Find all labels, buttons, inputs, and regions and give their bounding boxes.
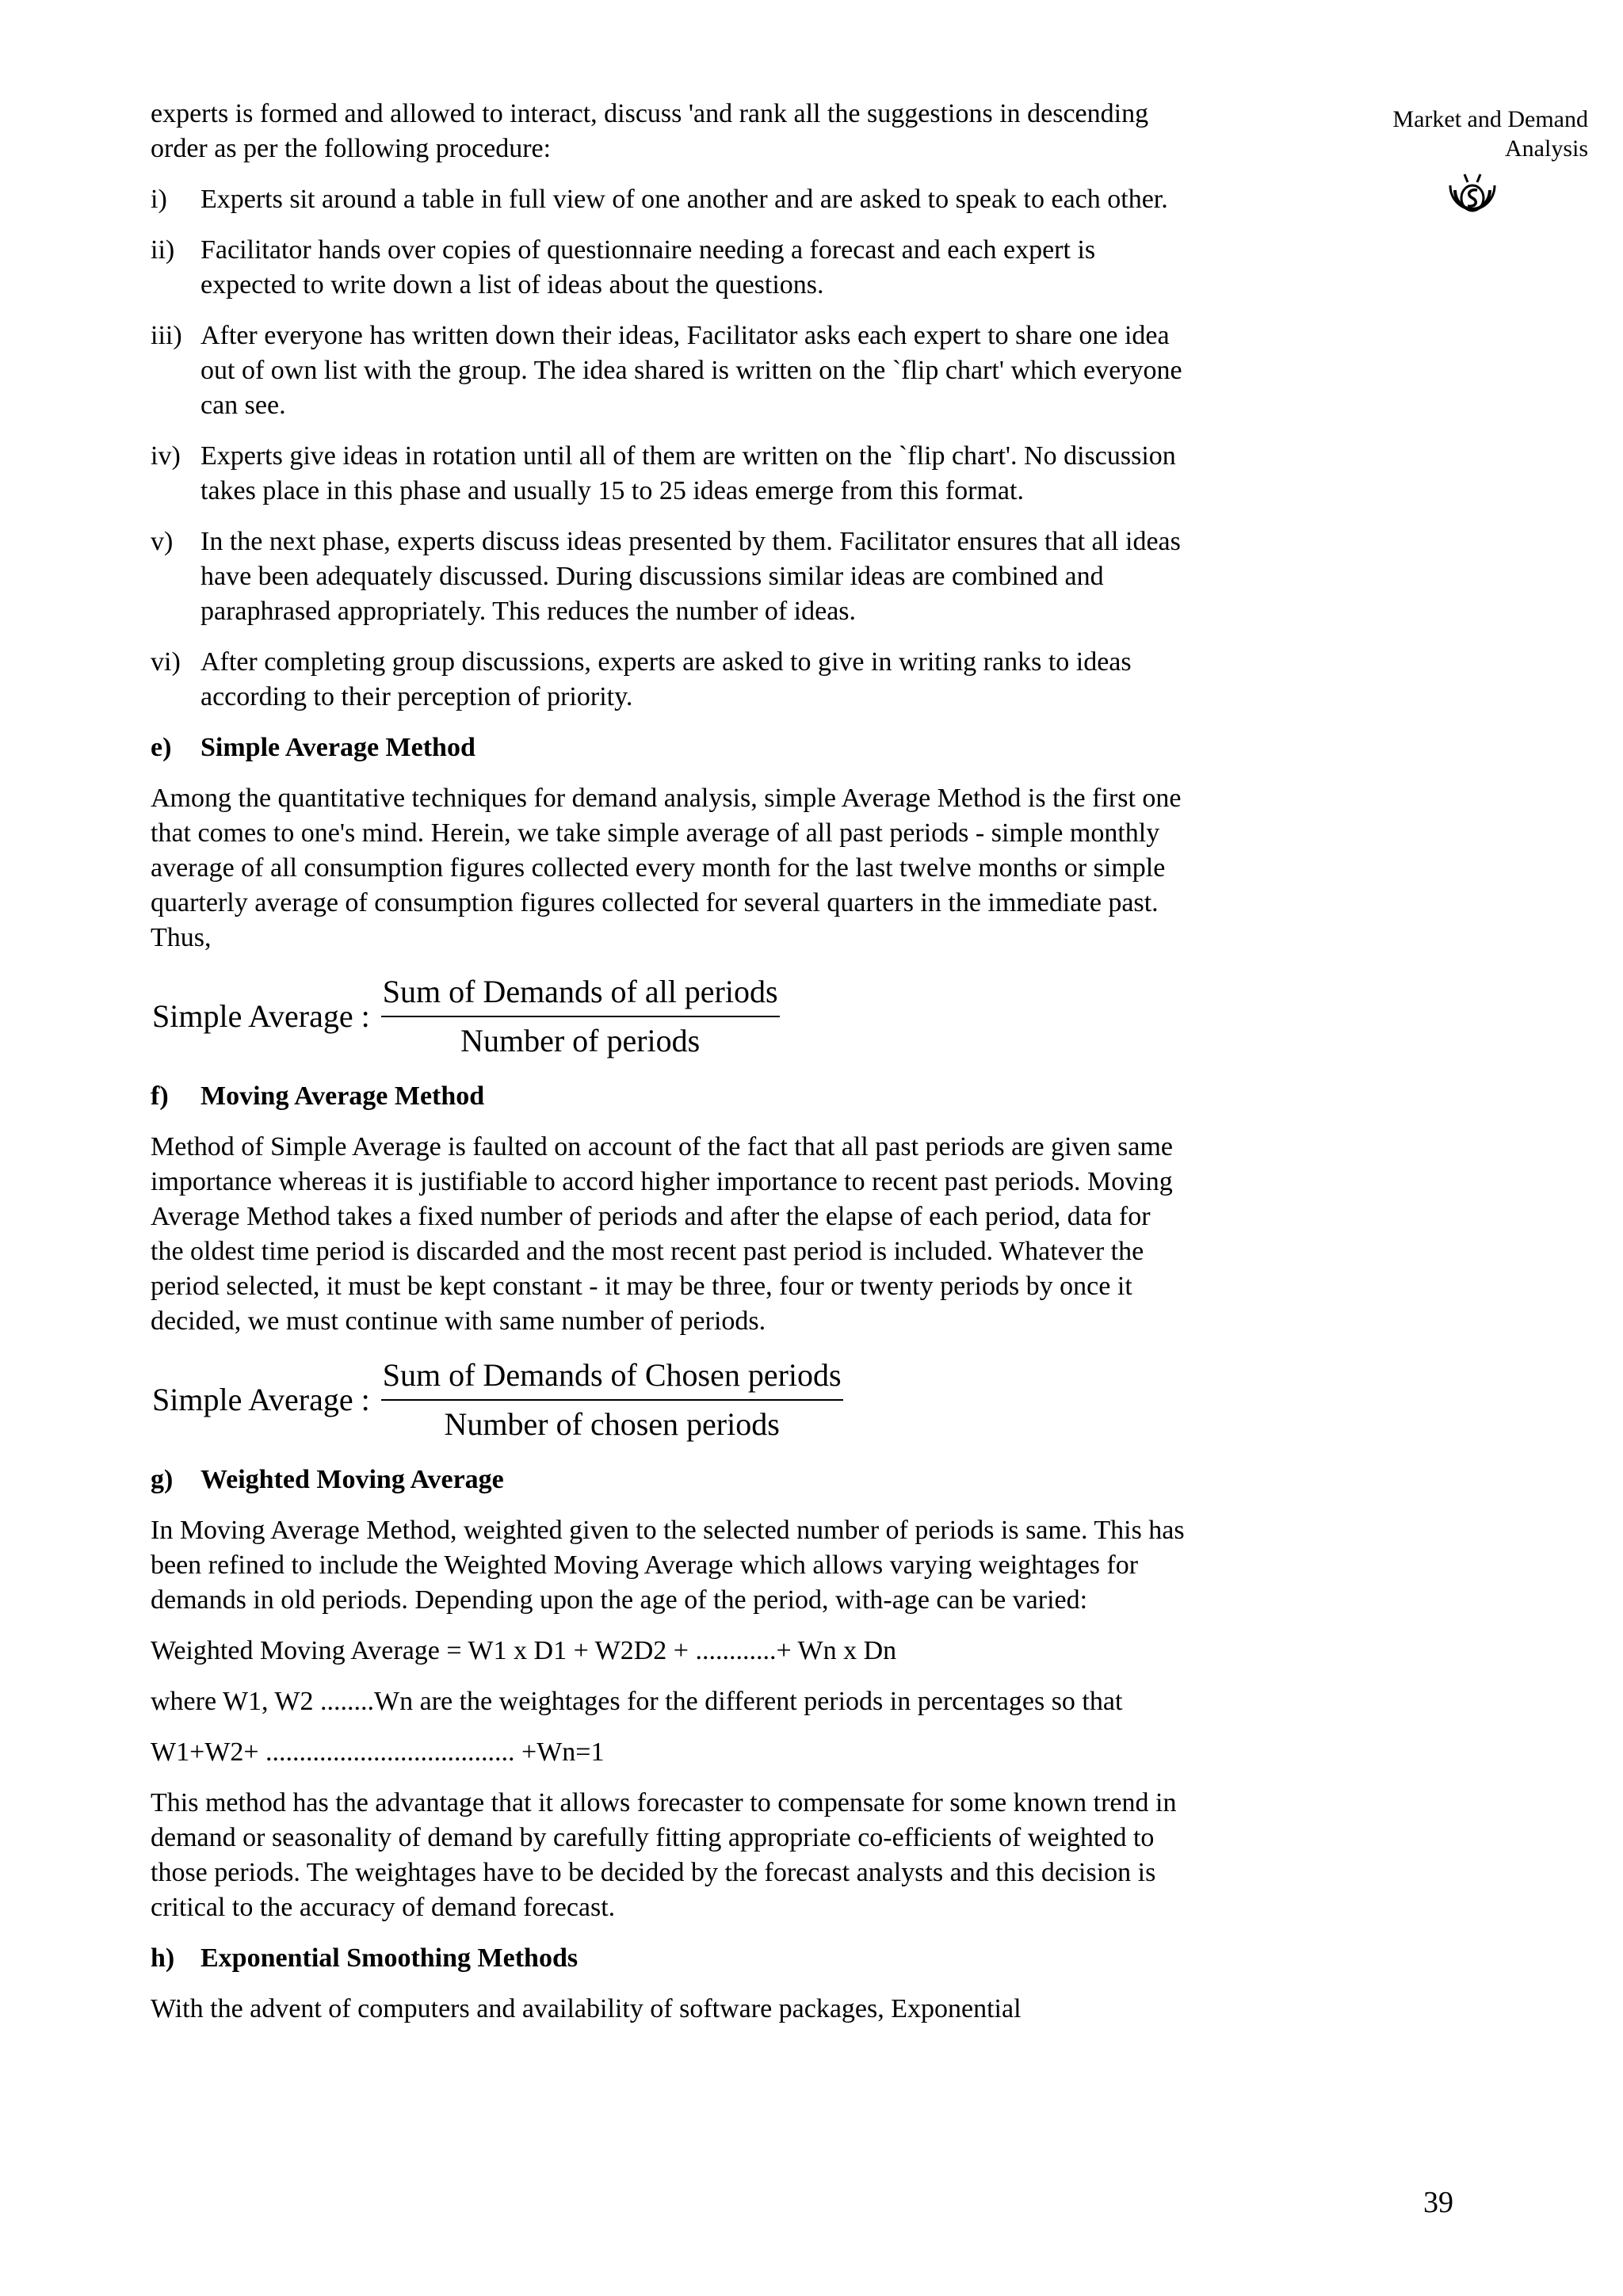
formula-label: Simple Average : — [152, 1382, 370, 1417]
page-body — [151, 97, 1189, 2042]
list-item — [151, 645, 1189, 715]
list-item — [151, 233, 1189, 303]
page-number: 39 — [1423, 2186, 1453, 2219]
list-item-text: Experts give ideas in rotation until all of them are written on the `flip chart'. No discussion takes place in this phase and usually 15 to 25 ideas emerge from this format. — [200, 441, 1176, 505]
section-heading-simple-average: e) Simple Average Method — [151, 733, 475, 762]
list-item — [151, 318, 1189, 423]
list-item-number: i) — [151, 185, 167, 214]
list-item-text: Facilitator hands over copies of questionnaire needing a forecast and each expert is expected to write down a list of ideas about the questions. — [200, 235, 1096, 299]
list-item-number: vi) — [151, 647, 181, 677]
moving-average-paragraph: Method of Simple Average is faulted on account of the fact that all past periods are given same importance whereas it is justifiable to accord higher importance to recent past periods. Moving Average Method takes a fixed number of periods and after the elapse of each period, data for the oldest time period is discarded and the most recent past period is included. Whatever the period selected, it must be kept constant - it may be three, four or twenty periods by once it decided, we must continue with same number of periods. — [151, 1132, 1174, 1336]
procedure-list — [151, 182, 1189, 715]
list-item — [151, 524, 1189, 629]
intro-paragraph: experts is formed and allowed to interact, discuss 'and rank all the suggestions in descending order as per the following procedure: — [151, 99, 1149, 163]
list-item-text: In the next phase, experts discuss ideas presented by them. Facilitator ensures that all ideas have been adequately discussed. During discussions similar ideas are combined and paraphrased appropriately. This reduces the number of ideas. — [200, 527, 1181, 626]
running-header-line2: Analysis — [1505, 135, 1588, 162]
weightages-paragraph: where W1, W2 ........Wn are the weightages for the different periods in percentages so that — [151, 1687, 1123, 1716]
list-item-number: iii) — [151, 321, 182, 350]
list-item-text: After everyone has written down their ideas, Facilitator asks each expert to share one idea out of own list with the group. The idea shared is written on the `flip chart' which everyone can see. — [200, 321, 1182, 420]
list-item-text: Experts sit around a table in full view of one another and are asked to speak to each other. — [200, 185, 1168, 214]
formula-numerator: Sum of Demands of Chosen periods — [381, 1355, 843, 1401]
list-item — [151, 182, 1189, 217]
running-header — [1303, 105, 1588, 163]
section-heading-moving-average: f) Moving Average Method — [151, 1081, 485, 1111]
weighted-advantage-paragraph: This method has the advantage that it allows forecaster to compensate for some known trend in demand or seasonality of demand by carefully fitting appropriate co-efficients of weighted to those periods. The weightages have to be decided by the forecast analysts and this decision is critical to the accuracy of demand forecast. — [151, 1788, 1177, 1922]
simple-average-paragraph: Among the quantitative techniques for demand analysis, simple Average Method is the first one that comes to one's mind. Herein, we take simple average of all past periods - simple monthly average of all consumption figures collected every month for the last twelve months or simple quarterly average of consumption figures collected for several quarters in the immediate past. Thus, — [151, 784, 1182, 952]
section-heading-weighted-moving-average: g) Weighted Moving Average — [151, 1465, 504, 1494]
list-item-number: v) — [151, 527, 174, 556]
weighted-average-paragraph: In Moving Average Method, weighted given to the selected number of periods is same. This has been refined to include the Weighted Moving Average which allows varying weightages for demands in old periods. Depending upon the age of the period, with-age can be varied: — [151, 1516, 1185, 1615]
list-item-number: ii) — [151, 235, 175, 265]
list-item — [151, 439, 1189, 509]
formula-fraction — [381, 971, 780, 1062]
list-item-number: iv) — [151, 441, 181, 471]
formula-denominator: Number of periods — [460, 1023, 701, 1058]
exponential-smoothing-paragraph: With the advent of computers and availability of software packages, Exponential — [151, 1994, 1022, 2023]
simple-average-formula — [152, 971, 1189, 1062]
formula-fraction — [381, 1355, 843, 1445]
weighted-average-equation: Weighted Moving Average = W1 x D1 + W2D2 + ............+ Wn x Dn — [151, 1636, 897, 1665]
formula-numerator: Sum of Demands of all periods — [381, 971, 780, 1017]
running-header-line1: Market and Demand — [1392, 106, 1588, 132]
list-item-text: After completing group discussions, experts are asked to give in writing ranks to ideas according to their perception of priority. — [200, 647, 1132, 711]
formula-denominator: Number of chosen periods — [444, 1406, 780, 1442]
moving-average-formula — [152, 1355, 1189, 1445]
section-heading-exponential-smoothing: h) Exponential Smoothing Methods — [151, 1943, 579, 1973]
formula-label: Simple Average : — [152, 998, 370, 1034]
weightages-sum-equation: W1+W2+ ..................................... +Wn=1 — [151, 1737, 605, 1767]
university-emblem-icon — [1447, 166, 1498, 223]
